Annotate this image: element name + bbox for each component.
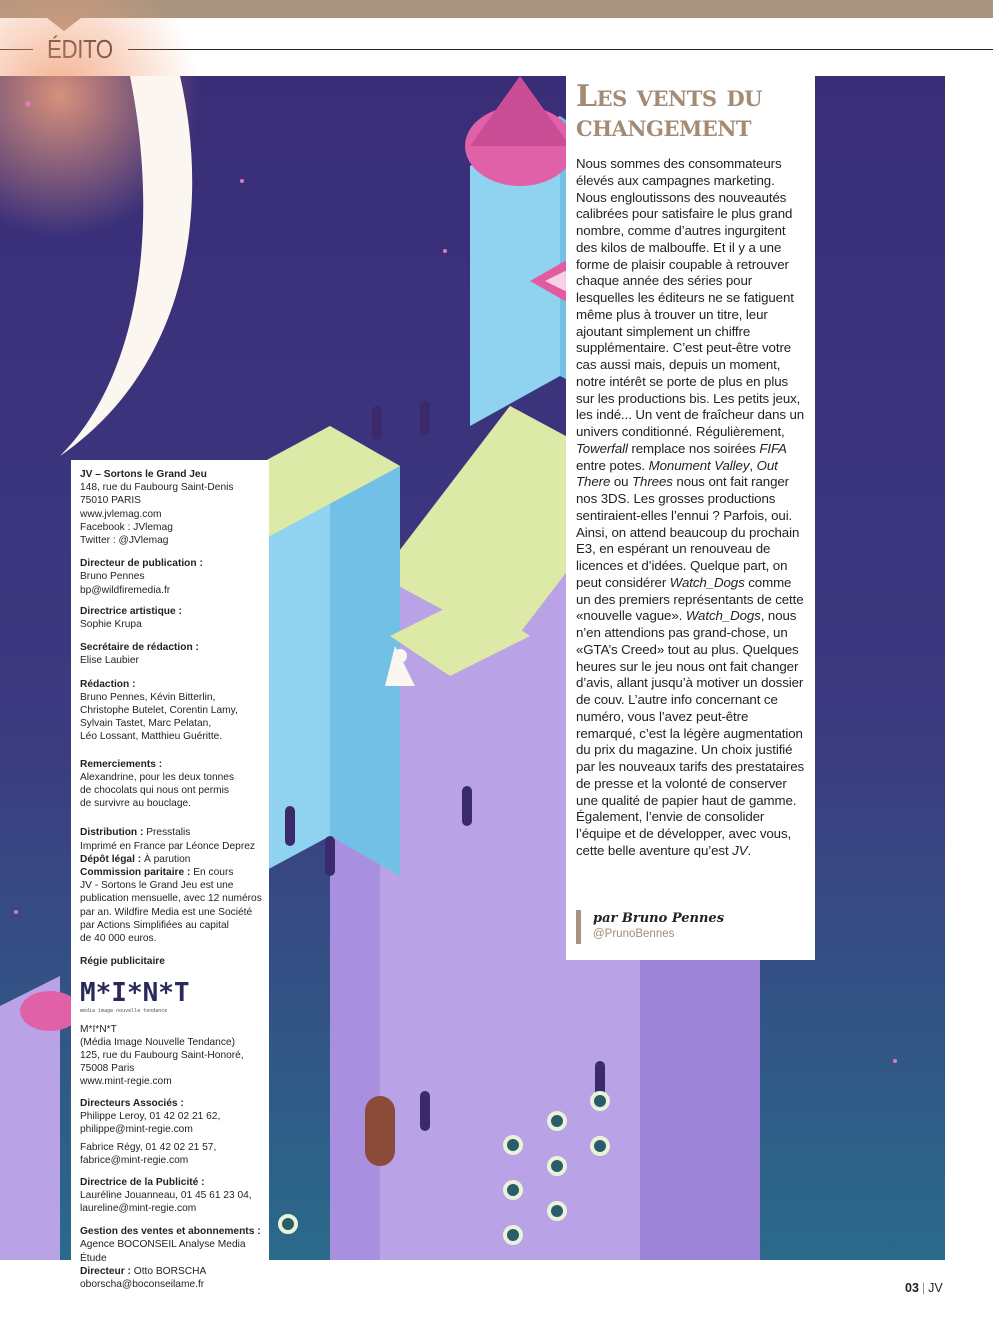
credit-value: 125, rue du Faubourg Saint-Honoré, <box>80 1049 244 1061</box>
signature-twitter-handle: @PrunoBennes <box>593 928 675 940</box>
credit-label: Commission paritaire : <box>80 867 191 879</box>
masthead-credits <box>71 460 269 1290</box>
edito-text-run: comme un des premiers représentants de cette «nouvelle vague». <box>576 574 804 624</box>
edito-italic-title: Towerfall <box>576 440 628 456</box>
signature-block <box>576 910 724 944</box>
edito-italic-title: Monument Valley <box>648 457 750 473</box>
edito-text-run: Nous sommes des consommateurs élevés aux campagnes marketing. Nous engloutissons des nouveautés calibrées pour satisfaire le plus grand nombre, comme d’autres ingurgitent des kilos de malbouffe. Et il y a une forme de plaisir coupable à retrouver chaque année des séries pour lesquelles les éditeurs ne se fatiguent même plus à trouver un titre, leur ajoutant simplement un chiffre supplémentaire. C’est peut-être votre cas aussi mais, depuis un moment, notre intérêt se porte de plus en plus sur les productions bis. Les petits jeux, les indé... Un vent de fraîcheur dans un univers conditionné. Régulièrement, <box>576 156 805 439</box>
magazine-short-name: JV <box>928 1281 943 1295</box>
credit-label: Directeur de publication : <box>80 558 203 570</box>
facebook-link[interactable]: Facebook : JVlemag <box>80 521 173 533</box>
credit-value: Otto BORSCHA <box>133 1265 207 1277</box>
credit-label: Distribution : <box>80 827 144 839</box>
credit-value: publication mensuelle, avec 12 numéros <box>80 893 262 905</box>
credit-value: Philippe Leroy, 01 42 02 21 62, <box>80 1110 221 1122</box>
credit-value: M*I*N*T <box>80 1023 117 1035</box>
credit-label: Remerciements : <box>80 758 163 770</box>
credit-label: Directeur : <box>80 1265 131 1277</box>
edito-italic-title: Watch_Dogs <box>669 574 745 590</box>
credit-label: Dépôt légal : <box>80 853 142 865</box>
edito-text-run: , nous n’en attendions pas grand-chose, un «GTA’s Creed» tout au plus. Quelques heures sur le jeu nous ont fait changer d’avis, allant jusqu’à motiver un dossier de couv. L’autre info concernant ce numéro, vous l’avez peut-être remarqué, c’est la légère augmentation du prix du magazine. Un choix justifié par les nouveaux tarifs des prestataires de presse et la volonté de conserver une qualité de papier haut de gamme. Également, l’envie de consolider l’équipe et de développer, avec vous, cette belle aventure qu’est <box>576 608 805 858</box>
twitter-link[interactable]: Twitter : @JVlemag <box>80 535 169 547</box>
edito-italic-title: Threes <box>632 474 673 490</box>
address-line: 148, rue du Faubourg Saint-Denis <box>80 482 234 494</box>
edito-text-run: . <box>747 842 752 858</box>
credit-value: Bruno Pennes <box>80 571 145 583</box>
folio-separator: | <box>921 1281 926 1295</box>
edito-italic-title: FIFA <box>759 440 787 456</box>
credit-label: Directrice artistique : <box>80 605 182 617</box>
credit-value: En cours <box>193 867 234 879</box>
credit-value: À parution <box>143 853 191 865</box>
credit-value: 75008 Paris <box>80 1063 135 1075</box>
credit-value: de 40 000 euros. <box>80 933 157 945</box>
email-link[interactable]: philippe@mint-regie.com <box>80 1123 193 1135</box>
credit-value: Alexandrine, pour les deux tonnes <box>80 771 235 783</box>
email-link[interactable]: bp@wildfiremedia.fr <box>80 584 171 596</box>
mint-logo-text: M*I*N*T <box>80 977 190 1008</box>
credit-label: Secrétaire de rédaction : <box>80 642 199 654</box>
website-link[interactable]: www.jvlemag.com <box>80 508 162 520</box>
credit-value: Sophie Krupa <box>80 619 142 631</box>
credit-value: Imprimé en France par Léonce Deprez <box>80 840 255 852</box>
signature-name: par Bruno Pennes <box>593 911 725 926</box>
edito-title-line-2: changement <box>576 109 752 144</box>
credit-label: Gestion des ventes et abonnements : <box>80 1226 261 1238</box>
mint-logo-subtitle: média image nouvelle tendance <box>80 1007 168 1014</box>
page-number: 03 <box>905 1281 919 1295</box>
edito-italic-title: JV <box>732 842 748 858</box>
credit-value: de survivre au bouclage. <box>80 798 191 810</box>
credit-value: JV - Sortons le Grand Jeu est une <box>80 880 234 892</box>
credit-label: Directeurs Associés : <box>80 1097 184 1109</box>
credit-label: Rédaction : <box>80 678 136 690</box>
credit-value: Elise Laubier <box>80 655 139 667</box>
email-link[interactable]: laureline@mint-regie.com <box>80 1202 197 1214</box>
credit-value: (Média Image Nouvelle Tendance) <box>80 1036 235 1048</box>
credit-value: Agence BOCONSEIL Analyse Media Étude <box>80 1239 246 1264</box>
edito-body-text <box>576 156 805 860</box>
credit-value: Bruno Pennes, Kévin Bitterlin, <box>80 691 216 703</box>
address-line: 75010 PARIS <box>80 495 141 507</box>
email-link[interactable]: fabrice@mint-regie.com <box>80 1155 189 1167</box>
edito-text-run: ou <box>610 474 633 490</box>
credit-label: Directrice de la Publicité : <box>80 1176 205 1188</box>
edito-title-line-1: Les vents du <box>576 79 762 114</box>
email-link[interactable]: oborscha@boconseilame.fr <box>80 1278 205 1290</box>
credit-label: Régie publicitaire <box>80 956 165 968</box>
credit-value: par an. Wildfire Media est une Société <box>80 906 253 918</box>
page-folio <box>905 1281 943 1295</box>
credit-value: Léo Lossant, Matthieu Guéritte. <box>80 731 223 743</box>
edito-article <box>566 76 815 960</box>
edito-italic-title: Out There <box>576 457 778 490</box>
credit-value: Christophe Butelet, Corentin Lamy, <box>80 705 238 717</box>
credit-value: Presstalis <box>146 827 191 839</box>
edito-text-run: remplace nos soirées <box>627 440 760 456</box>
magazine-name: JV – Sortons le Grand Jeu <box>80 469 207 480</box>
credit-value: Lauréline Jouanneau, 01 45 61 23 04, <box>80 1189 252 1201</box>
credit-value: par Actions Simplifiées au capital <box>80 919 229 931</box>
edito-text-run: entre potes. <box>576 457 649 473</box>
credit-value: de chocolats qui nous ont permis <box>80 785 229 797</box>
mint-logo <box>80 973 190 1015</box>
header-rule-right <box>128 49 993 50</box>
edito-text-run: , <box>749 457 757 473</box>
credit-value: Sylvain Tastet, Marc Pelatan, <box>80 718 212 730</box>
edito-italic-title: Watch_Dogs <box>685 608 761 624</box>
edito-text-run: nous ont fait ranger nos 3DS. Les grosses productions sentiraient-elles l’ennui ? Parfois, oui. Ainsi, on attend beaucoup du prochain E3, en espérant un renouveau de licences et d’idées. Quelque part, on peut considérer <box>576 474 800 590</box>
website-link[interactable]: www.mint-regie.com <box>80 1076 172 1088</box>
edito-title <box>576 79 805 144</box>
credit-value: Fabrice Régy, 01 42 02 21 57, <box>80 1142 217 1154</box>
